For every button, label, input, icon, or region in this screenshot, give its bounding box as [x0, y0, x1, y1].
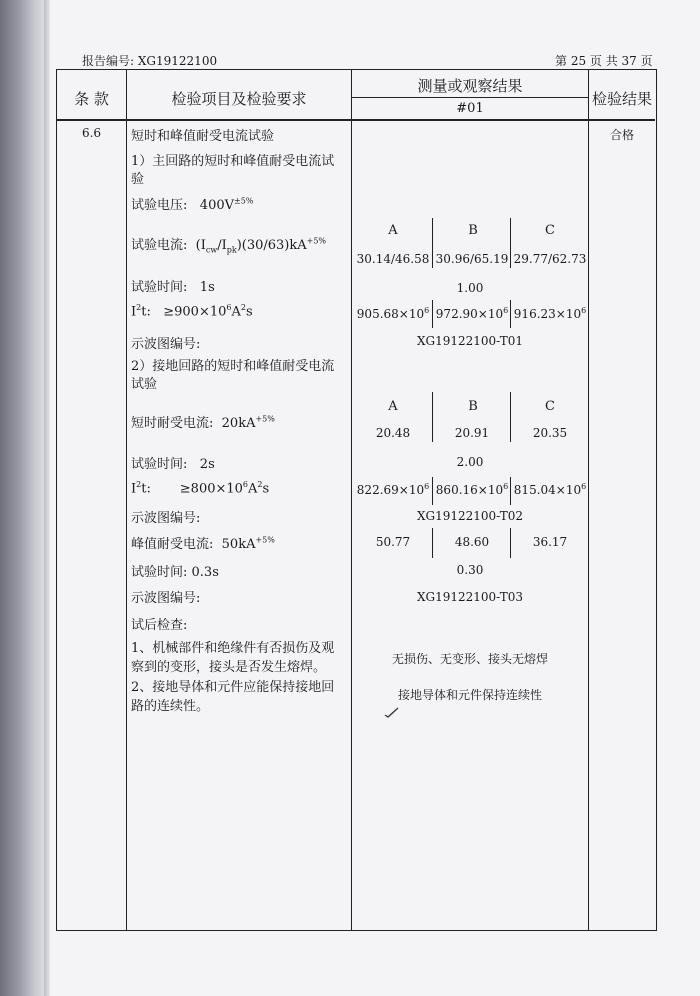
clause-column-divider: [126, 70, 127, 930]
oscillogram-1: XG19122100-T01: [416, 334, 524, 348]
ground-time-result: 2.00: [456, 455, 484, 469]
post-test-item1-line1: 1、机械部件和绝缘件有否损伤及观: [131, 641, 335, 656]
ground-current-b: 20.91: [454, 426, 490, 440]
post-test-label: 试后检查:: [131, 618, 188, 633]
ground-i2t-a: $822.69\times 10^6$: [356, 482, 430, 497]
header-bottom-line: [57, 119, 655, 121]
main-time-result: 1.00: [456, 281, 484, 295]
i2t2-requirement: $I^2t$: $\ge 800\times 10^6A^2s$: [131, 480, 270, 497]
peak-current-c: 36.17: [532, 535, 568, 549]
result-header-split: [352, 97, 588, 98]
section1-title-line2: 验: [131, 172, 145, 187]
voltage-requirement: 试验电压: $400V^{\pm 5\%}$: [131, 196, 254, 213]
peak-current-requirement: 峰值耐受电流: $50kA^{+5\%}$: [131, 535, 275, 552]
post-test-item1-line2: 察到的变形，接头是否发生熔焊。: [131, 660, 327, 675]
i2t-requirement: $I^2t$: $\ge 900\times 10^6A^2s$: [131, 303, 253, 320]
post-test-result-1: 无损伤、无变形、接头无熔焊: [391, 652, 548, 666]
main-i2t-c: $916.23\times 10^6$: [513, 306, 587, 321]
test-title: 短时和峰值耐受电流试验: [131, 129, 275, 144]
section2-title-line2: 试验: [131, 377, 158, 392]
phase-a-header-1: A: [388, 223, 398, 238]
ground-i2t-b: $860.16\times 10^6$: [435, 482, 509, 497]
time2-requirement: 试验时间: 2s: [131, 457, 215, 472]
oscillogram-label-1: 示波图编号:: [131, 337, 201, 352]
clause-header: 条 款: [74, 90, 109, 108]
main-current-c: 29.77/62.73: [513, 252, 587, 266]
ground-current-c: 20.35: [532, 426, 568, 440]
oscillogram-label-2: 示波图编号:: [131, 511, 201, 526]
page-indicator: 第 25 页 共 37 页: [555, 54, 653, 68]
binding-shadow: [0, 0, 44, 996]
current-requirement: 试验电流: $(I_{cw}/I_{pk})(30/63)kA^{+5\%}$: [131, 236, 327, 255]
clause-number: 6.6: [81, 126, 102, 140]
ground-i2t-c: $815.04\times 10^6$: [513, 482, 587, 497]
report-number: 报告编号: XG19122100: [82, 54, 218, 68]
conclusion-header: 检验结果: [591, 90, 652, 108]
oscillogram-label-3: 示波图编号:: [131, 591, 201, 606]
phase-c-header-2: C: [545, 399, 555, 414]
item-header: 检验项目及检验要求: [171, 90, 307, 108]
oscillogram-3: XG19122100-T03: [416, 590, 524, 604]
main-current-b: 30.96/65.19: [435, 252, 509, 266]
section1-title-line1: 1）主回路的短时和峰值耐受电流试: [131, 154, 335, 169]
main-i2t-a: $905.68\times 10^6$: [356, 306, 430, 321]
phase-b-header-2: B: [468, 399, 478, 414]
check-mark-icon: [384, 706, 400, 718]
phase-a-header-2: A: [388, 399, 398, 414]
ground-current-a: 20.48: [375, 426, 411, 440]
peak-time-result: 0.30: [456, 563, 484, 577]
peak-current-a: 50.77: [375, 535, 411, 549]
oscillogram-2: XG19122100-T02: [416, 509, 524, 523]
time3-requirement: 试验时间: 0.3s: [131, 565, 219, 580]
post-test-item2-line2: 路的连续性。: [131, 699, 210, 714]
result-header: 测量或观察结果: [417, 77, 523, 95]
main-current-a: 30.14/46.58: [356, 252, 430, 266]
post-test-result-2: 接地导体和元件保持连续性: [397, 688, 542, 702]
conclusion-value: 合格: [609, 128, 634, 142]
item-column-divider: [351, 70, 352, 930]
phase-c-header-1: C: [545, 223, 555, 238]
post-test-item2-line1: 2、接地导体和元件应能保持接地回: [131, 680, 335, 695]
section2-title-line1: 2）接地回路的短时和峰值耐受电流: [131, 359, 335, 374]
phase-b-header-1: B: [468, 223, 478, 238]
time-requirement: 试验时间: 1s: [131, 280, 215, 295]
sample-number: #01: [456, 101, 484, 116]
peak-current-b: 48.60: [454, 535, 490, 549]
main-i2t-b: $972.90\times 10^6$: [435, 306, 509, 321]
result-column-divider: [588, 70, 589, 930]
short-time-current-requirement: 短时耐受电流: $20kA^{+5\%}$: [131, 414, 275, 431]
